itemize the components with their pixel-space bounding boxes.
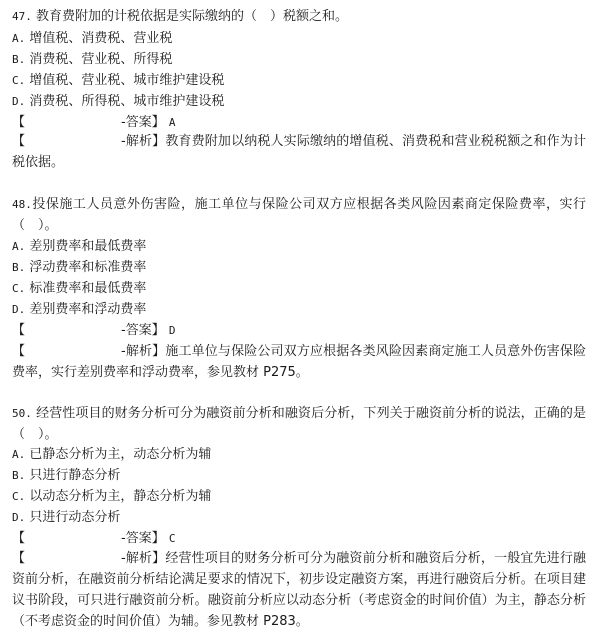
- redacted-block: [25, 344, 121, 357]
- question-50-answer: [12, 530, 175, 548]
- option-letter: C.: [12, 490, 26, 503]
- option-text: 消费税、所得税、城市维护建设税: [29, 94, 225, 109]
- question-47-stem: [12, 8, 348, 26]
- question-47-option-a: [12, 30, 172, 48]
- redacted-block: [25, 115, 121, 128]
- question-number: 50.: [12, 407, 32, 420]
- question-48-analysis: [12, 341, 586, 383]
- analysis-label: -解析】: [121, 344, 166, 359]
- option-letter: C.: [12, 282, 26, 295]
- option-text: 增值税、营业税、城市维护建设税: [29, 73, 225, 88]
- option-letter: B.: [12, 469, 26, 482]
- option-text: 差别费率和浮动费率: [29, 302, 147, 317]
- option-letter: A.: [12, 240, 26, 253]
- option-text: 只进行动态分析: [29, 510, 121, 525]
- question-48-option-a: [12, 238, 146, 256]
- analysis-open-bracket: 【: [12, 134, 26, 149]
- option-letter: B.: [12, 261, 26, 274]
- analysis-label: -解析】: [121, 134, 166, 149]
- redacted-block: [25, 323, 121, 336]
- question-50-stem: [12, 403, 586, 445]
- option-text: 消费税、营业税、所得税: [29, 52, 173, 67]
- question-50-analysis: [12, 548, 586, 632]
- answer-value: A: [168, 116, 176, 129]
- question-text: 经营性项目的财务分析可分为融资前分析和融资后分析，下列关于融资前分析的说法，正确的是（ ）。: [12, 406, 586, 442]
- redacted-block: [25, 531, 121, 544]
- option-text: 以动态分析为主，静态分析为辅: [29, 489, 212, 504]
- answer-label: -答案】: [121, 115, 165, 130]
- question-47-analysis: [12, 131, 586, 173]
- analysis-text: 施工单位与保险公司双方应根据各类风险因素商定施工人员意外伤害保险费率，实行差别费率和浮动费率，参见教材 P275。: [12, 344, 586, 380]
- question-47-option-d: [12, 93, 224, 111]
- question-47-option-b: [12, 51, 172, 69]
- question-number: 47.: [12, 10, 32, 23]
- redacted-block: [25, 134, 121, 147]
- question-48-option-c: [12, 280, 146, 298]
- question-47-answer: [12, 114, 175, 132]
- question-48-option-d: [12, 301, 146, 319]
- question-48-stem: [12, 194, 586, 236]
- answer-label: -答案】: [121, 323, 165, 338]
- analysis-text: 教育费附加以纳税人实际缴纳的增值税、消费税和营业税税额之和作为计税依据。: [12, 134, 586, 170]
- option-text: 只进行静态分析: [29, 468, 121, 483]
- analysis-open-bracket: 【: [12, 344, 26, 359]
- question-47-option-c: [12, 72, 224, 90]
- option-letter: C.: [12, 74, 26, 87]
- question-48-answer: [12, 322, 175, 340]
- option-letter: B.: [12, 53, 26, 66]
- question-text: 教育费附加的计税依据是实际缴纳的（ ）税额之和。: [36, 9, 349, 24]
- analysis-label: -解析】: [121, 551, 166, 566]
- question-number: 48.: [12, 198, 32, 211]
- option-text: 增值税、消费税、营业税: [29, 31, 173, 46]
- answer-value: C: [168, 532, 176, 545]
- question-50-option-c: [12, 488, 211, 506]
- option-text: 已静态分析为主，动态分析为辅: [29, 447, 212, 462]
- option-text: 差别费率和最低费率: [29, 239, 147, 254]
- question-50-option-a: [12, 446, 211, 464]
- question-50-option-b: [12, 467, 120, 485]
- redacted-block: [25, 551, 121, 564]
- answer-open-bracket: 【: [12, 323, 26, 338]
- answer-label: -答案】: [121, 531, 165, 546]
- answer-value: D: [168, 324, 176, 337]
- question-50-option-d: [12, 509, 120, 527]
- question-48-option-b: [12, 259, 146, 277]
- analysis-text: 经营性项目的财务分析可分为融资前分析和融资后分析，一般宜先进行融资前分析，在融资前分析结论满足要求的情况下，初步设定融资方案，再进行融资后分析。在项目建议书阶段，可只进行融资前分析。融资前分析应以动态分析（考虑资金的时间价值）为主，静态分析（不考虑资金的时间价值）为辅。参见教材 P283。: [12, 551, 586, 629]
- answer-open-bracket: 【: [12, 115, 26, 130]
- option-text: 浮动费率和标准费率: [29, 260, 147, 275]
- answer-open-bracket: 【: [12, 531, 26, 546]
- option-letter: A.: [12, 448, 26, 461]
- option-text: 标准费率和最低费率: [29, 281, 147, 296]
- option-letter: D.: [12, 511, 26, 524]
- option-letter: A.: [12, 32, 26, 45]
- option-letter: D.: [12, 95, 26, 108]
- analysis-open-bracket: 【: [12, 551, 26, 566]
- question-text: 投保施工人员意外伤害险，施工单位与保险公司双方应根据各类风险因素商定保险费率，实行（ ）。: [12, 197, 586, 233]
- option-letter: D.: [12, 303, 26, 316]
